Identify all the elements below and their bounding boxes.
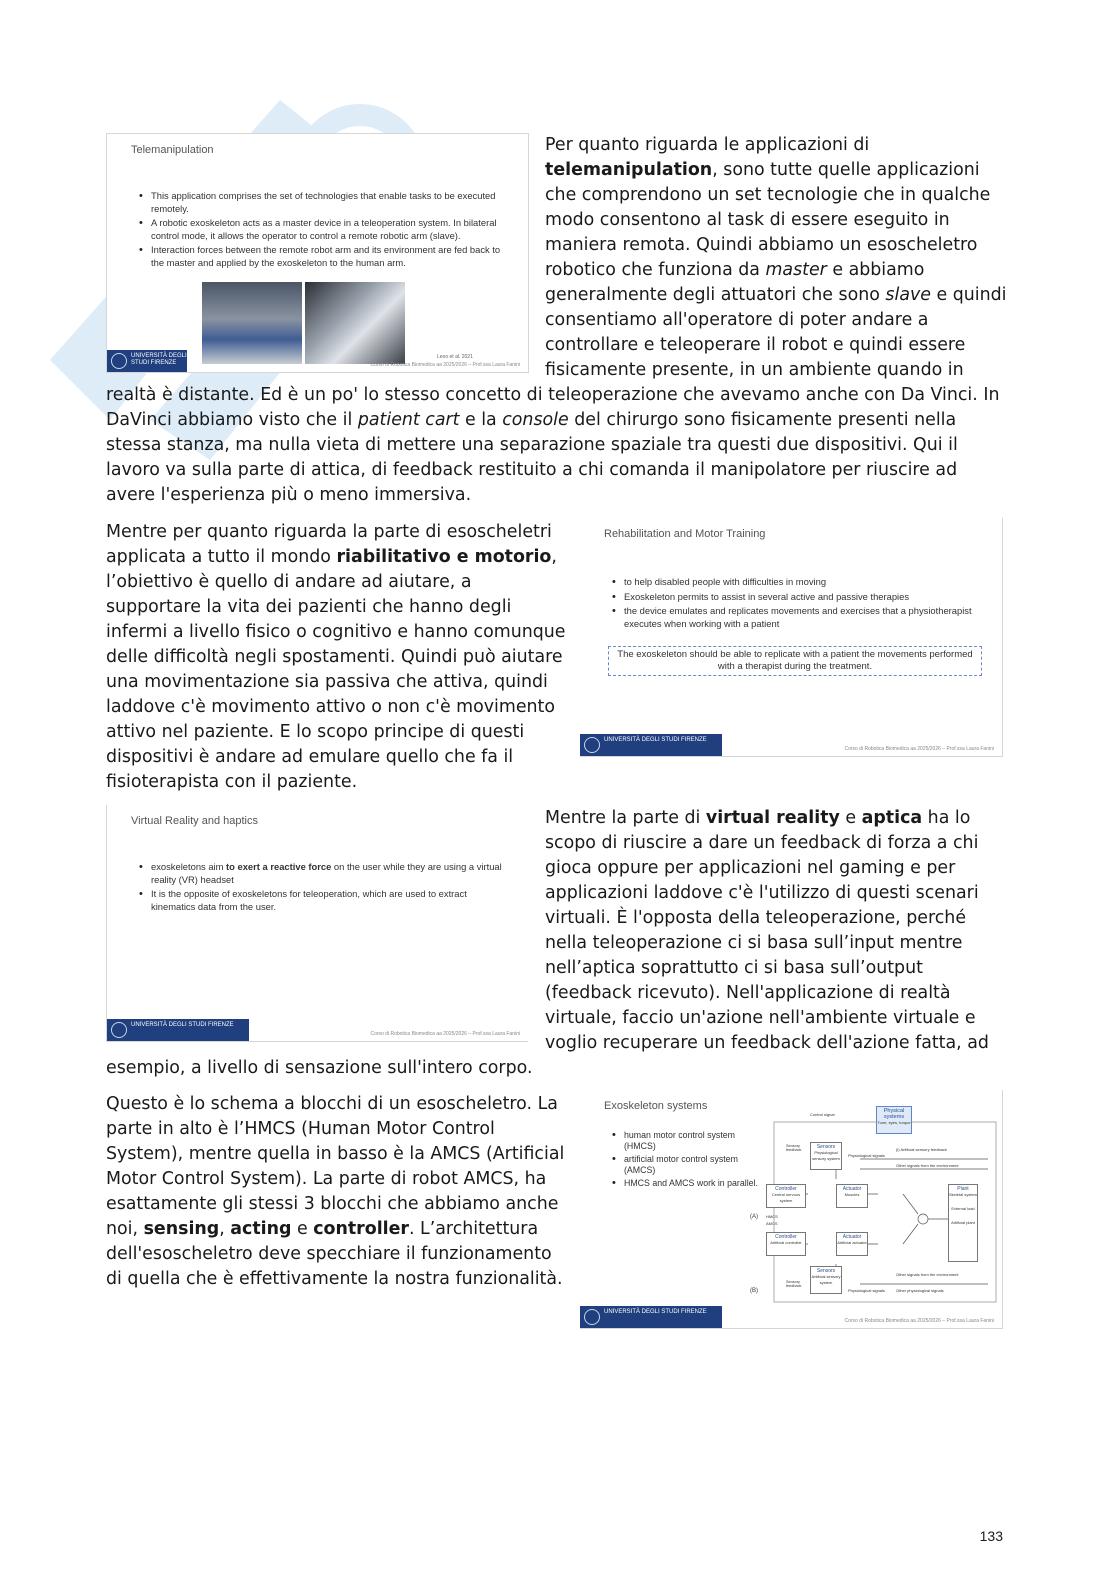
- italic-text: console: [502, 410, 569, 430]
- text-run: . L’architettura dell'esoscheletro deve specchiare il funzionamento di quella che è effettivamente la nostra funzionalità.: [106, 1219, 563, 1289]
- bold-text: riabilitativo e motorio: [336, 547, 552, 567]
- plant-box: [948, 1184, 978, 1262]
- university-logo-bar: [107, 1019, 249, 1041]
- paragraph-text: [106, 1092, 566, 1292]
- text-run: esempio, a livello di sensazione sull'intero corpo.: [106, 1058, 533, 1078]
- slide-exoskeleton-systems: [580, 1090, 1003, 1329]
- label-hmcs: HMCS: [766, 1214, 778, 1219]
- box-title: Sensors: [816, 1268, 836, 1274]
- slide-citation: Leoo et al. 2021: [437, 354, 473, 360]
- bold-text: telemanipulation: [545, 160, 713, 180]
- text-run: Mentre la parte di: [545, 808, 706, 828]
- text-run: e quindi consentiamo all'operatore di poter andare a controllare e teleoperare il robot e quindi essere fisicamente presente, in un ambiente quando in: [545, 285, 1007, 380]
- text-run: , sono tutte quelle applicazioni che comprendono un set tecnologie che in qualche modo consentono al task di essere eseguito in maniera remota. Quindi abbiamo un esoscheletro robotico che funziona da: [545, 160, 991, 280]
- paragraph-virtual-reality-full: [106, 1056, 1006, 1081]
- teleoperation-photo-2: [305, 282, 405, 364]
- box-subtitle: Artificial controller: [770, 1240, 802, 1245]
- physiological-signals-bottom-label: Physiological signals: [848, 1288, 885, 1293]
- text-run: Questo è lo schema a blocchi di un esoscheletro. La parte in alto è l’HMCS (Human Motor Control System), mentre quella in basso è la AMCS (Artificial Motor Control System). La parte di robot AMCS, ha esattamente gli stessi 3 blocchi che abbiamo anche noi,: [106, 1094, 565, 1239]
- box-title: Actuator: [842, 1234, 862, 1240]
- bullet: • Interaction forces between the remote robot arm and its environment are fed back to the master and applied by the exoskeleton to the human arm.: [151, 244, 501, 269]
- external-load-label: External load: [951, 1206, 975, 1211]
- box-subtitle: Skeletal system: [949, 1192, 978, 1197]
- slide-title: Rehabilitation and Motor Training: [604, 528, 766, 540]
- text-run: ,: [219, 1219, 231, 1239]
- bold-text: virtual reality: [705, 808, 840, 828]
- text-run: ha lo scopo di riuscire a dare un feedback di forza a chi gioca oppure per applicazioni nel gaming e per applicazioni laddove c'è l'utilizzo di questi scenari virtuali. È l'opposta della teleoperazione, perché nella teleoperazione ci si basa sull’input mentre nell’aptica soprattutto ci si basa sull’output (feedback ricevuto). Nell'applicazione di realtà virtuale, faccio un'azione nell'ambiente virtuale e voglio recuperare un feedback dell'azione fatta, ad: [545, 808, 989, 1053]
- slide-virtual-reality: [106, 805, 528, 1042]
- actuator-top-box: [836, 1184, 868, 1208]
- university-seal-icon: [111, 1022, 127, 1038]
- highlight-box: The exoskeleton should be able to replicate with a patient the movements performed with a therapist during the treatment.: [608, 646, 982, 676]
- slide-footer: Corso di Robotica Biomedica aa 2025/2026 – Prof.ssa Laura Fanini: [370, 362, 520, 368]
- bullet: • artificial motor control system (AMCS): [624, 1154, 764, 1176]
- bullet: • A robotic exoskeleton acts as a master device in a teleoperation system. In bilateral control mode, it allows the operator to control a remote robotic arm (slave).: [151, 217, 501, 242]
- sensors-top-box: [810, 1142, 842, 1170]
- bullet: • This application comprises the set of technologies that enable tasks to be executed remotely.: [151, 190, 501, 215]
- university-logo-bar: [107, 350, 187, 372]
- env-signals-top-label: Other signals from the environment: [896, 1163, 959, 1168]
- box-title: Sensors: [816, 1144, 836, 1150]
- label-a: (A): [750, 1214, 758, 1220]
- slide-footer: Corso di Robotica Biomedica aa 2025/2026 – Prof.ssa Laura Fanini: [844, 746, 994, 752]
- text-run: e abbiamo generalmente degli attuatori che sono: [545, 260, 925, 305]
- bold-text: aptica: [861, 808, 923, 828]
- logo-text: UNIVERSITÀ DEGLI STUDI FIRENZE: [604, 737, 707, 743]
- slide-title: Exoskeleton systems: [604, 1100, 708, 1112]
- paragraph-virtual-reality-right: [545, 806, 1007, 1056]
- control-signal-label: Control signal: [810, 1112, 835, 1117]
- bullet: • human motor control system (HMCS): [624, 1130, 764, 1152]
- box-title: Plant: [957, 1186, 969, 1192]
- text-run: e la: [459, 410, 503, 430]
- university-seal-icon: [584, 1309, 600, 1325]
- bullet: • to help disabled people with difficulties in moving: [624, 576, 984, 589]
- bold-text: controller: [313, 1219, 409, 1239]
- physiological-signals-label: Physiological signals: [848, 1153, 885, 1158]
- bullet: • the device emulates and replicates movements and exercises that a physiotherapist executes when working with a patient: [624, 605, 984, 630]
- slide-footer: Corso di Robotica Biomedica aa 2025/2026 – Prof.ssa Laura Fanini: [844, 1318, 994, 1324]
- box-title: Actuator: [842, 1186, 862, 1192]
- university-logo-bar: [580, 734, 722, 756]
- box-title: Physical systems: [883, 1108, 905, 1120]
- italic-text: patient cart: [357, 410, 460, 430]
- sensory-feedback-label: Sensory feedback: [786, 1144, 802, 1152]
- university-seal-icon: [584, 737, 600, 753]
- bullet: • It is the opposite of exoskeletons for teleoperation, which are used to extract kinematics data from the user.: [151, 888, 511, 913]
- slide-bullets: [610, 576, 984, 632]
- slide-bullets: [610, 1130, 764, 1191]
- box-subtitle: Physiological sensory system: [812, 1150, 840, 1161]
- slide-telemanipulation: [106, 133, 529, 373]
- paragraph-text: [545, 133, 1007, 383]
- italic-text: master: [765, 260, 827, 280]
- paragraph-text: [106, 520, 566, 795]
- page-number: 133: [979, 1528, 1003, 1544]
- box-subtitle: Muscles: [844, 1192, 860, 1197]
- slide-rehabilitation: [580, 518, 1003, 757]
- text-run: , l’obiettivo è quello di andare ad aiutare, a supportare la vita dei pazienti che hanno degli infermi a livello fisico o cognitivo e hanno comunque delle difficoltà negli spostamenti. Quindi può aiutare una movimentazione sia passiva che attiva, quindi laddove c'è movimento attivo o non c'è movimento attivo nel paziente. E lo scopo principe di questi dispositivi è andare ad emulare quello che fa il fisioterapista con il paziente.: [106, 547, 566, 792]
- bullet-text: on the user while they are using a virtual reality (VR) headset: [151, 861, 502, 885]
- slide-bullets: [137, 190, 501, 271]
- label-amcs: AMCS: [766, 1221, 778, 1226]
- bullet-text: exoskeletons aim: [151, 861, 227, 872]
- slide-bullets: [137, 861, 511, 915]
- slide-title: Telemanipulation: [131, 144, 214, 156]
- block-diagram: [748, 1104, 998, 1304]
- paragraph-exoskeleton-systems: [106, 1092, 566, 1292]
- text-run: Per quanto riguarda le applicazioni di: [545, 135, 870, 155]
- text-run: e: [839, 808, 862, 828]
- label-b: (B): [750, 1288, 758, 1294]
- other-physiological-label: Other physiological signals: [896, 1288, 944, 1293]
- logo-text: UNIVERSITÀ DEGLI STUDI FIRENZE: [131, 353, 187, 366]
- logo-text: UNIVERSITÀ DEGLI STUDI FIRENZE: [131, 1022, 234, 1028]
- bullet: • Exoskeleton permits to assist in several active and passive therapies: [624, 591, 984, 604]
- paragraph-text: [545, 806, 1007, 1056]
- box-subtitle: Tune, eyes, torque: [877, 1120, 911, 1125]
- bullet: [151, 861, 511, 886]
- actuator-bottom-box: [836, 1232, 868, 1256]
- box-subtitle: Artificial actuator: [837, 1240, 867, 1245]
- paragraph-text: [106, 383, 1006, 508]
- text-run: e: [291, 1219, 314, 1239]
- sensors-bottom-box: [810, 1266, 842, 1294]
- bold-text: acting: [230, 1219, 292, 1239]
- box-subtitle: Central nervous system: [771, 1192, 801, 1203]
- box-title: Controller: [775, 1234, 797, 1240]
- physical-systems-box: [876, 1106, 912, 1134]
- paragraph-text: [106, 1056, 1006, 1081]
- bold-text: sensing: [143, 1219, 220, 1239]
- text-run: Mentre per quanto riguarda la parte di esoscheletri applicata a tutto il mondo: [106, 522, 552, 567]
- artificial-feedback-label: (i) Artificial sensory feedback: [896, 1147, 947, 1152]
- bullet-bold: to exert a reactive force: [226, 861, 332, 872]
- box-title: Controller: [775, 1186, 797, 1192]
- paragraph-telemanipulation-right: [545, 133, 1007, 383]
- university-logo-bar: [580, 1306, 722, 1328]
- italic-text: slave: [885, 285, 931, 305]
- bullet: • HMCS and AMCS work in parallel.: [624, 1178, 764, 1189]
- text-run: del chirurgo sono fisicamente presenti nella stessa stanza, ma nulla vieta di mettere una separazione spaziale tra questi due dispositivi. Qui il lavoro va sulla parte di attica, di feedback restituito a chi comanda il manipolatore per riuscire ad avere l'esperienza più o meno immersiva.: [106, 410, 958, 505]
- sensory-feedback-bottom-label: Sensory feedback: [786, 1280, 802, 1288]
- slide-footer: Corso di Robotica Biomedica aa 2025/2026 – Prof.ssa Laura Fanini: [370, 1031, 520, 1037]
- university-seal-icon: [111, 353, 127, 369]
- controller-bottom-box: [766, 1232, 806, 1256]
- paragraph-telemanipulation-full: [106, 383, 1006, 508]
- slide-title: Virtual Reality and haptics: [131, 815, 258, 827]
- teleoperation-photo-1: [202, 282, 302, 364]
- artificial-plant-label: Artificial plant: [951, 1220, 975, 1225]
- text-run: realtà è distante. Ed è un po' lo stesso concetto di teleoperazione che avevamo anche con Da Vinci. In DaVinci abbiamo visto che il: [106, 385, 1000, 430]
- box-subtitle: Artificial sensory system: [811, 1274, 841, 1285]
- paragraph-rehabilitation: [106, 520, 566, 795]
- logo-text: UNIVERSITÀ DEGLI STUDI FIRENZE: [604, 1309, 707, 1315]
- controller-top-box: [766, 1184, 806, 1208]
- env-signals-bottom-label: Other signals from the environment: [896, 1272, 959, 1277]
